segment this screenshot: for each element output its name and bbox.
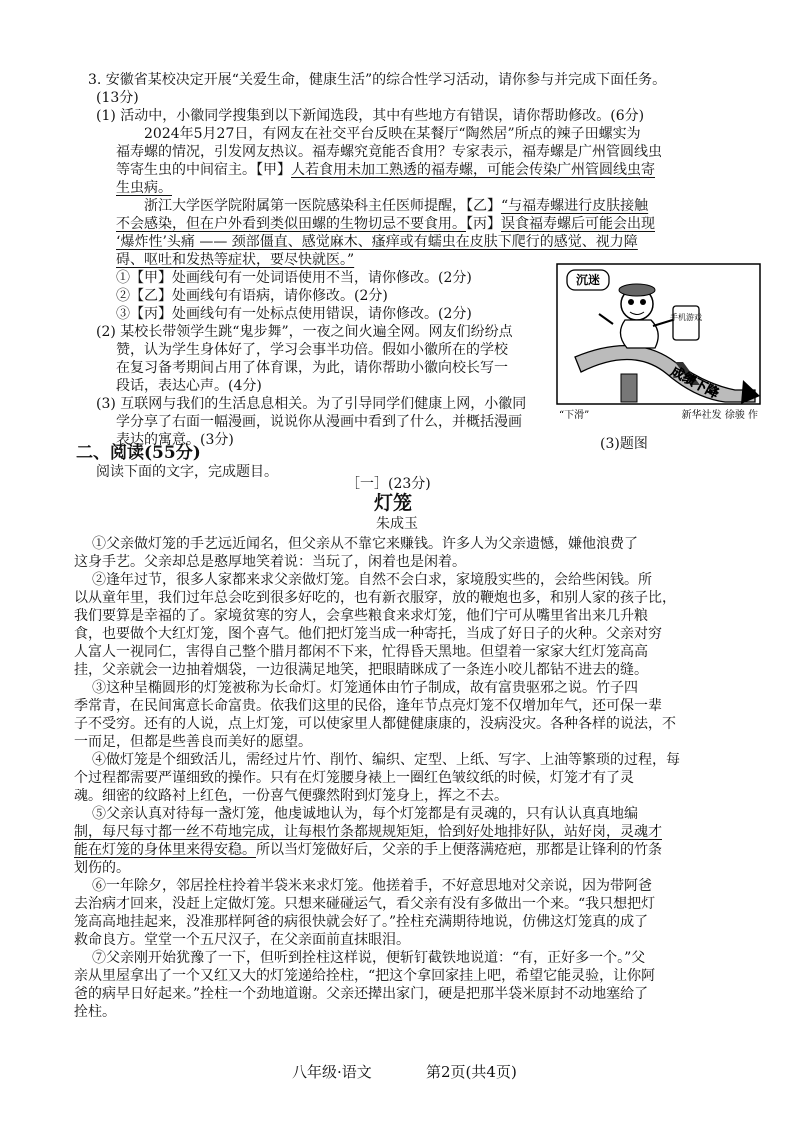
q3-sub1-title: (1) 活动中，小徽同学搜集到以下新闻选段，其中有些地方有错误，请你帮助修改。(6分) <box>96 108 645 124</box>
essay-text: 所以当灯笼做好后，父亲的手上便落满疮疤，那都是让锋利的竹条 <box>256 842 662 858</box>
news-text: 等寄生虫的中间宿主。【甲】 <box>116 162 291 178</box>
essay-line: 我们要算是幸福的了。家境贫寒的穷人，会拿些粮食来求灯笼，他们宁可从嘴里省出来几升粮 <box>74 608 648 624</box>
essay-line: ③这种呈椭圆形的灯笼被称为长命灯。灯笼通体由竹子制成，故有富贵驱邪之说。竹子四 <box>92 680 638 696</box>
cartoon-figure <box>555 262 762 427</box>
underlined-sentence-bing: 误食福寿螺后可能会出现 <box>501 216 655 232</box>
essay-line: 去治病才回来，没赶上定做灯笼。只想来碰碰运气，看父亲有没有多做出一个来。“我只想把灯 <box>74 896 656 912</box>
underlined-sentence-jia-end: 生虫病。 <box>116 180 172 196</box>
essay-author: 朱成玉 <box>376 516 418 532</box>
essay-line: ①父亲做灯笼的手艺远近闻名，但父亲从不靠它来赚钱。许多人为父亲遗憾，嫌他浪费了 <box>92 536 638 552</box>
essay-line: 爸的病早日好起来。”拴柱一个劲地道谢。父亲还撵出家门，硬是把那半袋米原封不动地塞给了 <box>74 986 649 1002</box>
underlined-sentence-yi-end: 不会感染，但在户外看到类似田螺的生物切忌不要食用。 <box>116 216 466 232</box>
essay-line: 食，也要做个大红灯笼，图个喜气。他们把灯笼当成一种寄托，当成了好日子的火种。父亲对穷 <box>74 626 662 642</box>
sub3-line: 表达的寓意。(3分) <box>116 432 234 448</box>
underlined-sentence-bing-end: 碍、呕吐和发热等症状，要尽快就医。” <box>116 252 355 268</box>
task-item: ①【甲】处画线句有一处词语使用不当，请你修改。(2分) <box>116 270 472 286</box>
news-line <box>144 196 648 216</box>
essay-underlined-line: 制，每尺每寸都一丝不苟地完成，让每根竹条都规规矩矩，恰到好处地排好队，站好岗，灵魂才 <box>74 824 662 840</box>
sub2-line: (2) 某校长带领学生跳“鬼步舞”，一夜之间火遍全网。网友们纷纷点 <box>96 324 513 340</box>
section-intro: 阅读下面的文字，完成题目。 <box>96 464 278 480</box>
essay-line: 这身手艺。父亲却总是憨厚地笑着说：当玩了，闲着也是闲着。 <box>74 554 466 570</box>
section-heading: 二、阅读(55分) <box>76 443 201 463</box>
task-item: ③【丙】处画线句有一处标点使用错误，请你修改。(2分) <box>116 306 472 322</box>
essay-line: 子不受穷。还有的人说，点上灯笼，可以使家里人都健健康康的，没病没灾。各种各样的说法，不 <box>74 716 676 732</box>
part-heading: ［一］(23分) <box>346 476 431 492</box>
cartoon-caption-left: “下滑” <box>559 410 590 421</box>
cartoon-phone-label: 手机游戏 <box>670 313 702 322</box>
essay-line: 季常青，在民间寓意长命富贵。依我们这里的民俗，逢年节点亮灯笼不仅增加年气，还可保一辈 <box>74 698 662 714</box>
sub2-line: 段话，表达心声。(4分) <box>116 378 262 394</box>
essay-line: 个过程都需要严谨细致的操作。只有在灯笼腰身裱上一圈红色皱纹纸的时候，灯笼才有了灵 <box>74 770 634 786</box>
underlined-sentence-bing-cont: ‘爆炸性’头痛 —— 颈部僵直、感觉麻木、瘙痒或有蠕虫在皮肤下爬行的感觉、视力障 <box>116 234 638 250</box>
essay-line: 挂，父亲就会一边抽着烟袋，一边很满足地笑，把眼睛眯成了一条连小咬儿都钻不进去的缝。 <box>74 662 648 678</box>
sub2-line: 赞，认为学生身体好了，学习会事半功倍。假如小徽所在的学校 <box>116 342 508 358</box>
sub3-line: (3) 互联网与我们的生活息息相关。为了引导同学们健康上网，小徽同 <box>96 396 527 412</box>
news-text: 【丙】 <box>466 216 501 232</box>
essay-line: 魂。细密的纹路衬上红色，一份喜气便骤然附到灯笼身上，挥之不去。 <box>74 788 508 804</box>
news-line <box>116 214 655 234</box>
essay-line <box>74 840 662 860</box>
sub2-line: 在复习备考期间占用了体育课，为此，请你帮助小徽向校长写一 <box>116 360 508 376</box>
underlined-sentence-jia: 人若食用未加工熟透的福寿螺，可能会传染广州管圆线虫寄 <box>291 162 655 178</box>
cartoon-tag: 沉迷 <box>575 273 601 287</box>
essay-line: 人富人一视同仁，害得自己整个腊月都闲不下来，忙得昏天黑地。但望着一家家大红灯笼高高 <box>74 644 648 660</box>
news-line <box>116 160 655 180</box>
cartoon-label: (3)题图 <box>600 436 648 452</box>
essay-title: 灯笼 <box>374 492 413 514</box>
news-line: 2024年5月27日，有网友在社交平台反映在某餐厅“陶然居”所点的辣子田螺实为 <box>144 126 641 142</box>
footer-page-number: 第2页(共4页) <box>426 1063 517 1081</box>
news-text: 浙江大学医学院附属第一医院感染科主任医师提醒，【乙】 <box>144 198 501 214</box>
essay-line: ②逢年过节，很多人家都来求父亲做灯笼。自然不会白求，家境殷实些的，会给些闲钱。所 <box>92 572 652 588</box>
essay-line: 笼高高地挂起来，没准那样阿爸的病很快就会好了。”拴柱充满期待地说，仿佛这灯笼真的成了 <box>74 914 649 930</box>
essay-line: 亲从里屋拿出了一个又红又大的灯笼递给拴柱，“把这个拿回家挂上吧，希望它能灵验，让你阿 <box>74 968 656 984</box>
underlined-sentence-yi: “与福寿螺进行皮肤接触 <box>501 198 649 214</box>
essay-line: 划伤的。 <box>74 860 130 876</box>
essay-line: 拴柱。 <box>74 1004 116 1020</box>
cartoon-illustration <box>555 262 762 427</box>
essay-line: ⑦父亲刚开始犹豫了一下，但听到拴柱这样说，便斩钉截铁地说道：“有，正好多一个。”父 <box>92 950 646 966</box>
essay-line: ④做灯笼是个细致活儿，需经过片竹、削竹、编织、定型、上纸、写字、上油等繁琐的过程，每 <box>92 752 680 768</box>
essay-line: ⑤父亲认真对待每一盏灯笼，他虔诚地认为，每个灯笼都是有灵魂的，只有认认真真地编 <box>92 806 638 822</box>
news-line <box>116 178 172 198</box>
news-line: 福寿螺的情况，引发网友热议。福寿螺究竟能否食用？专家表示，福寿螺是广州管圆线虫 <box>116 144 662 160</box>
cartoon-caption-right: 新华社发 徐骏 作 <box>681 410 758 421</box>
essay-line: ⑥一年除夕，邻居拴柱拎着半袋米来求灯笼。他搓着手，不好意思地对父亲说，因为带阿爸 <box>92 878 652 894</box>
cartoon-slide-label: 成绩下降 <box>668 364 722 402</box>
essay-line: 救命良方。堂堂一个五尺汉子，在父亲面前直抹眼泪。 <box>74 932 410 948</box>
q3-score: (13分) <box>96 90 139 106</box>
task-item: ②【乙】处画线句有语病，请你修改。(2分) <box>116 288 388 304</box>
essay-underlined-segment: 能在灯笼的身体里来得安稳。 <box>74 842 256 858</box>
sub3-line: 学分享了右面一幅漫画，说说你从漫画中看到了什么，并概括漫画 <box>116 414 522 430</box>
footer-subject: 八年级·语文 <box>292 1063 372 1081</box>
essay-line: 一而足，但都是些善良而美好的愿望。 <box>74 734 312 750</box>
essay-line: 以从童年里，我们过年总会吃到很多好吃的，也有新衣服穿，放的鞭炮也多，和别人家的孩子比， <box>74 590 676 606</box>
q3-title: 3. 安徽省某校决定开展“关爱生命，健康生活”的综合性学习活动，请你参与并完成下面任务。 <box>88 72 667 88</box>
